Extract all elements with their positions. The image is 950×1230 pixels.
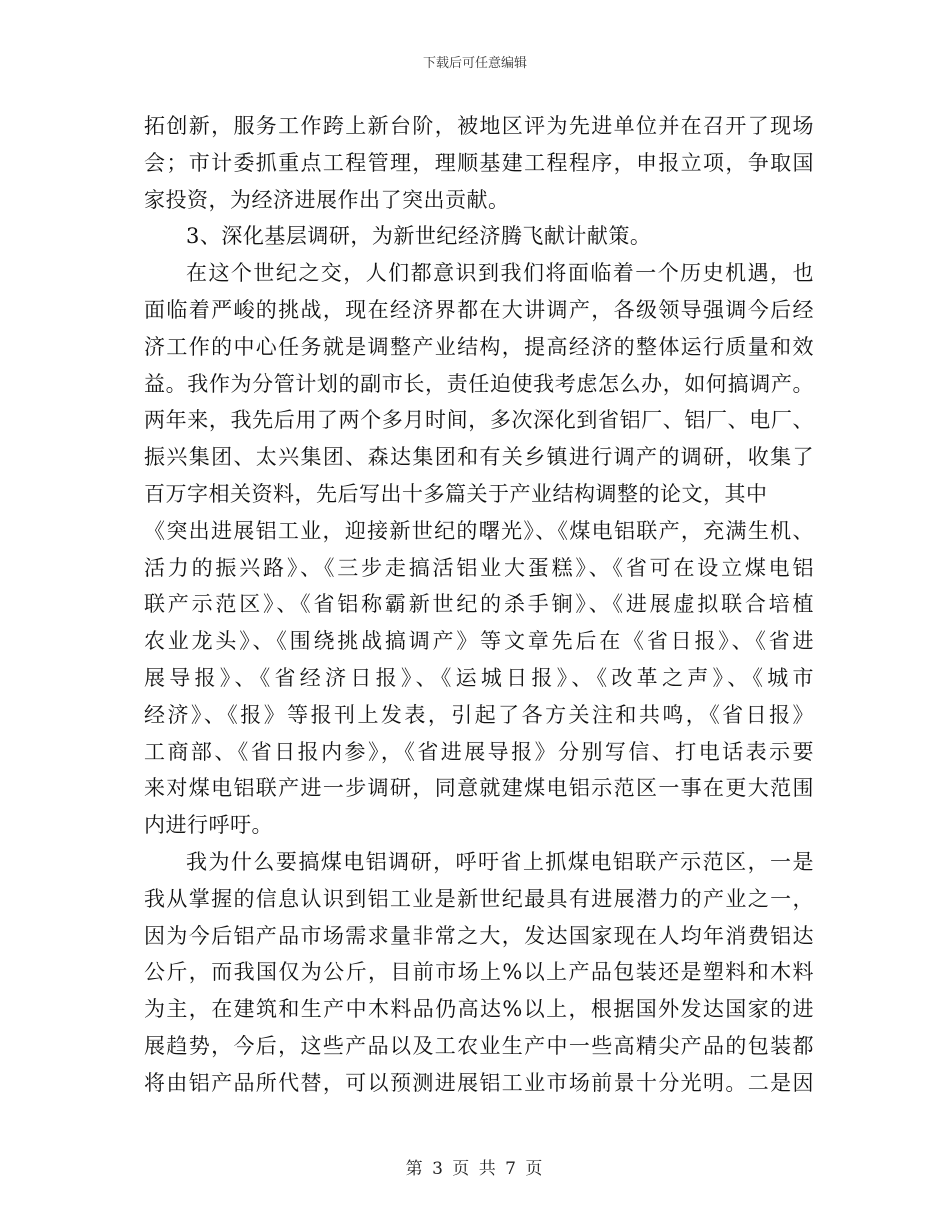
body-line: 会；市计委抓重点工程管理，理顺基建工程程序，申报立项，争取国 xyxy=(144,150,814,175)
body-line: 公斤，而我国仅为公斤，目前市场上%以上产品包装还是塑料和木料 xyxy=(144,960,814,985)
body-line: 我从掌握的信息认识到铝工业是新世纪最具有进展潜力的产业之一， xyxy=(144,886,814,911)
body-line: 展导报》、《省经济日报》、《运城日报》、《改革之声》、《城市 xyxy=(144,665,814,690)
body-line: 为主，在建筑和生产中木料品仍高达%以上，根据国外发达国家的进 xyxy=(144,997,814,1022)
body-line: 展趋势，今后，这些产品以及工农业生产中一些高精尖产品的包装都 xyxy=(144,1033,814,1058)
body-line: 振兴集团、太兴集团、森达集团和有关乡镇进行调产的调研，收集了 xyxy=(144,445,814,470)
section-heading: 3、深化基层调研，为新世纪经济腾飞献计献策。 xyxy=(186,224,652,249)
body-line: 活力的振兴路》、《三步走搞活铝业大蛋糕》、《省可在设立煤电铝 xyxy=(144,555,814,580)
body-line: 拓创新，服务工作跨上新台阶，被地区评为先进单位并在召开了现场 xyxy=(144,114,814,138)
body-line: 家投资，为经济进展作出了突出贡献。 xyxy=(144,187,510,212)
body-line: 联产示范区》、《省铝称霸新世纪的杀手锏》、《进展虚拟联合培植 xyxy=(144,592,814,617)
body-line: 经济》、《报》等报刊上发表，引起了各方关注和共鸣，《省日报》 xyxy=(144,702,814,727)
body-line: 济工作的中心任务就是调整产业结构，提高经济的整体运行质量和效 xyxy=(144,334,814,359)
body-line: 面临着严峻的挑战，现在经济界都在大讲调产，各级领导强调今后经 xyxy=(144,297,814,322)
document-body xyxy=(144,108,814,1102)
body-line: 因为今后铝产品市场需求量非常之大，发达国家现在人均年消费铝达 xyxy=(144,923,814,948)
body-line: 我为什么要搞煤电铝调研，呼吁省上抓煤电铝联产示范区，一是 xyxy=(186,849,814,874)
body-line: 工商部、《省日报内参》，《省进展导报》分别写信、打电话表示要 xyxy=(144,739,814,764)
body-line: 百万字相关资料，先后写出十多篇关于产业结构调整的论文，其中 xyxy=(144,481,768,506)
body-line: 农业龙头》、《围绕挑战搞调产》等文章先后在《省日报》、《省进 xyxy=(144,629,814,654)
page-header: 下载后可任意编辑 xyxy=(422,56,527,71)
body-line: 益。我作为分管计划的副市长，责任迫使我考虑怎么办，如何搞调产。 xyxy=(144,371,814,396)
body-line: 来对煤电铝联产进一步调研，同意就建煤电铝示范区一事在更大范围 xyxy=(144,776,814,801)
body-line: 将由铝产品所代替，可以预测进展铝工业市场前景十分光明。二是因 xyxy=(144,1070,814,1095)
body-line: 内进行呼吁。 xyxy=(144,813,273,838)
body-line: 在这个世纪之交，人们都意识到我们将面临着一个历史机遇，也 xyxy=(186,261,814,286)
body-line: 两年来，我先后用了两个多月时间，多次深化到省铝厂、铝厂、电厂、 xyxy=(144,408,814,433)
body-line: 《突出进展铝工业，迎接新世纪的曙光》、《煤电铝联产，充满生机、 xyxy=(144,518,814,543)
page-footer: 第 3 页 共 7 页 xyxy=(405,1159,545,1179)
